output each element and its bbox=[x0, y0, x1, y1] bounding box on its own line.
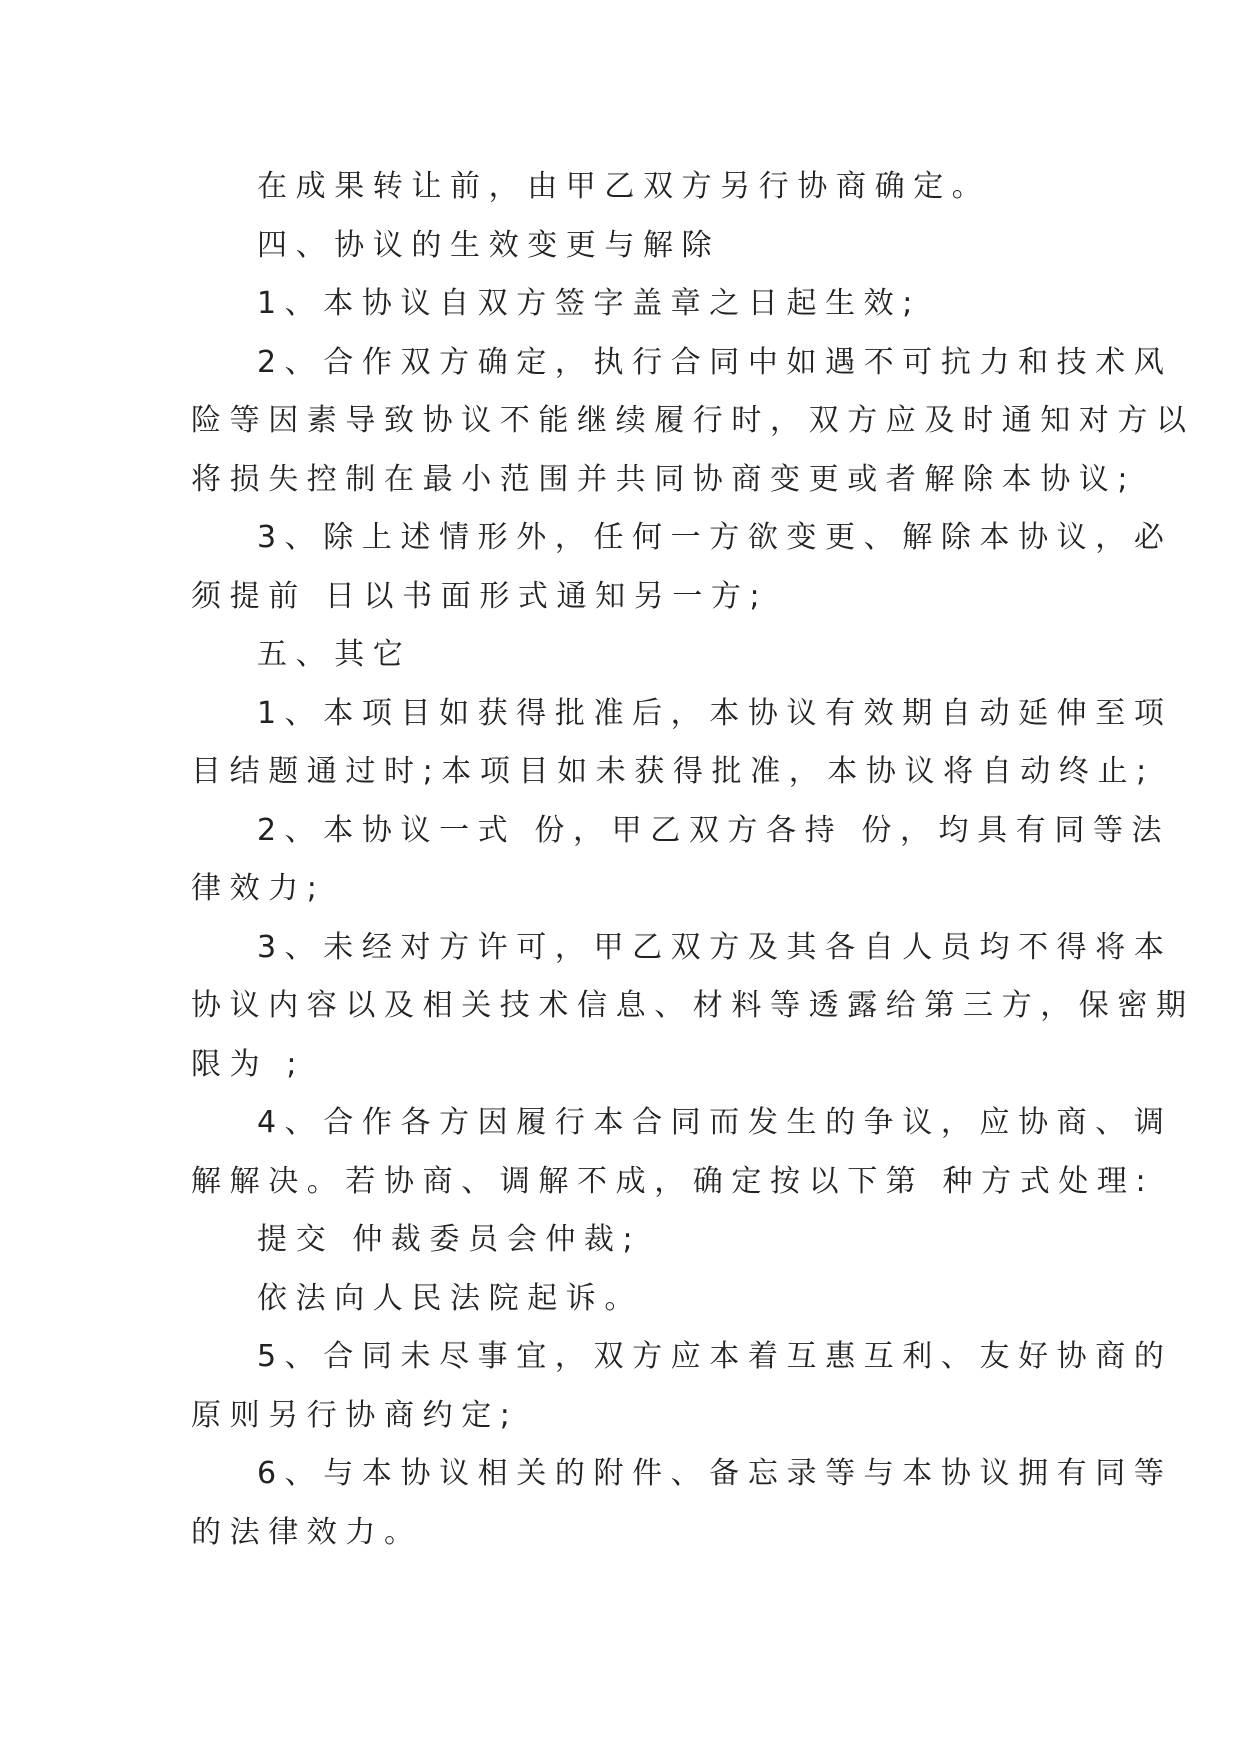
text-line: 1、本协议自双方签字盖章之日起生效; bbox=[257, 286, 921, 321]
text-line: 在成果转让前，由甲乙双方另行协商确定。 bbox=[257, 169, 991, 204]
text-line: 4、合作各方因履行本合同而发生的争议，应协商、调 bbox=[257, 1105, 1173, 1140]
text-line: 目结题通过时;本项目如未获得批准，本协议将自动终止; bbox=[191, 754, 1155, 789]
text-line: 3、除上述情形外，任何一方欲变更、解除本协议，必 bbox=[257, 520, 1173, 555]
text-line: 限为 ; bbox=[191, 1046, 306, 1082]
text-line: 协议内容以及相关技术信息、材料等透露给第三方，保密期 bbox=[191, 988, 1195, 1023]
text-line: 险等因素导致协议不能继续履行时，双方应及时通知对方以 bbox=[191, 403, 1195, 438]
section-heading: 四、协议的生效变更与解除 bbox=[257, 227, 721, 263]
text-line: 2、本协议一式 份，甲乙双方各持 份，均具有同等法 bbox=[257, 812, 1171, 848]
text-line: 1、本项目如获得批准后，本协议有效期自动延伸至项 bbox=[257, 695, 1173, 731]
document-body bbox=[191, 158, 1195, 1562]
text-line: 的法律效力。 bbox=[191, 1514, 423, 1550]
text-line: 依法向人民法院起诉。 bbox=[257, 1280, 643, 1316]
text-line: 将损失控制在最小范围并共同协商变更或者解除本协议; bbox=[191, 461, 1137, 497]
text-line: 2、合作双方确定，执行合同中如遇不可抗力和技术风 bbox=[257, 344, 1173, 380]
text-line: 3、未经对方许可，甲乙双方及其各自人员均不得将本 bbox=[257, 929, 1173, 965]
text-line: 律效力; bbox=[191, 871, 326, 906]
text-line: 须提前 日以书面形式通知另一方; bbox=[191, 578, 769, 614]
text-line: 6、与本协议相关的附件、备忘录等与本协议拥有同等 bbox=[257, 1456, 1173, 1491]
text-line: 5、合同未尽事宜，双方应本着互惠互利、友好协商的 bbox=[257, 1339, 1173, 1374]
text-line: 提交 仲裁委员会仲裁; bbox=[257, 1222, 642, 1257]
text-line: 解解决。若协商、调解不成，确定按以下第 种方式处理: bbox=[191, 1163, 1155, 1199]
section-heading: 五、其它 bbox=[257, 637, 412, 672]
text-line: 原则另行协商约定; bbox=[191, 1397, 519, 1433]
